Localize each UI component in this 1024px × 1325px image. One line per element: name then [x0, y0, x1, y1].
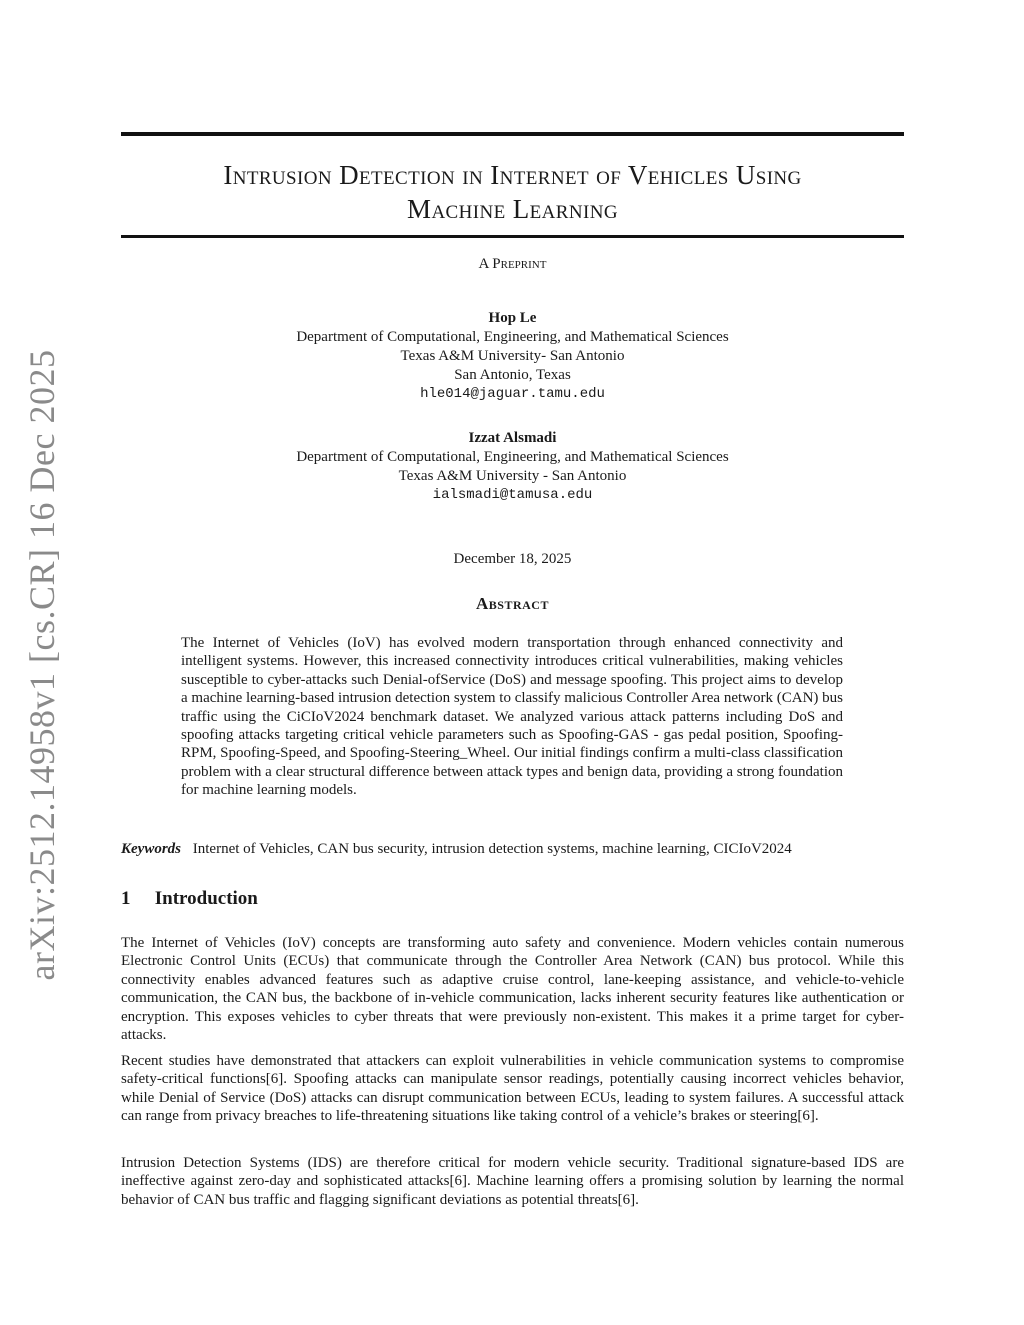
title-line-2: Machine Learning — [407, 194, 618, 224]
author-email[interactable]: ialsmadi@tamusa.edu — [432, 487, 593, 503]
title-line-1: Intrusion Detection in Internet of Vehicles Using — [223, 160, 802, 190]
author-university: Texas A&M University - San Antonio — [398, 468, 627, 484]
paper-title — [121, 158, 904, 226]
author-department: Department of Computational, Engineering, and Mathematical Sciences — [296, 449, 729, 465]
author-university: Texas A&M University- San Antonio — [400, 348, 625, 364]
intro-paragraph-3: Intrusion Detection Systems (IDS) are therefore critical for modern vehicle security. Traditional signature-based IDS are ineffective against zero-day and sophisticated attacks[6]. Machine learning offers a promising solution by learning the normal behavior of CAN bus traffic and flagging significant deviations as potential threats[6]. — [121, 1155, 904, 1208]
abstract-body: The Internet of Vehicles (IoV) has evolved modern transportation through enhanced connectivity and intelligent systems. However, this increased connectivity introduces critical vulnerabilities, making vehicles susceptible to cyber-attacks such Denial-ofService (DoS) and message spoofing. This project aims to develop a machine learning-based intrusion detection system to classify malicious Controller Area network (CAN) bus traffic using the CiCIoV2024 benchmark dataset. We analyzed various attack patterns including DoS and spoofing attacks targeting critical vehicle parameters such as Spoofing-GAS - gas pedal position, Spoofing-RPM, Spoofing-Speed, and Spoofing-Steering_Wheel. Our initial findings confirm a multi-class classification problem with a clear structural difference between attack types and benign data, providing a strong foundation for machine learning models. — [181, 635, 843, 799]
title-top-rule — [121, 132, 904, 136]
author-name: Izzat Alsmadi — [468, 430, 557, 446]
author-email[interactable]: hle014@jaguar.tamu.edu — [420, 386, 605, 402]
author-block — [121, 429, 904, 505]
author-name: Hop Le — [488, 310, 537, 326]
title-bottom-rule — [121, 235, 904, 238]
author-block — [121, 309, 904, 404]
keywords-text: Internet of Vehicles, CAN bus security, intrusion detection systems, machine learning, CICIoV2024 — [192, 841, 792, 857]
section-number: 1 — [121, 888, 131, 909]
author-location: San Antonio, Texas — [454, 367, 571, 383]
publication-date: December 18, 2025 — [453, 551, 572, 567]
intro-paragraph-1: The Internet of Vehicles (IoV) concepts are transforming auto safety and convenience. Modern vehicles contain numerous Electronic Control Units (ECUs) that communicate through the Controller Area Network (CAN) bus protocol. While this connectivity enables advanced features such as adaptive cruise control, lane-keeping assistance, and vehicle-to-vehicle communication, the CAN bus, the backbone of in-vehicle communication, lacks inherent security features like authentication or encryption. This exposes vehicles to cyber threats that were previously non-existent. This makes it a prime target for cyber-attacks. — [121, 935, 904, 1044]
keywords-label: Keywords — [121, 841, 181, 857]
preprint-label: A Preprint — [478, 256, 547, 272]
keywords-line — [121, 841, 904, 858]
intro-paragraph-2: Recent studies have demonstrated that attackers can exploit vulnerabilities in vehicle communication systems to compromise safety-critical functions[6]. Spoofing attacks can manipulate sensor readings, potentially causing incorrect vehicles behavior, while Denial of Service (DoS) attacks can disrupt communication between ECUs, leading to system failures. A successful attack can range from privacy breaches to life-threatening situations like taking control of a vehicle’s brakes or steering[6]. — [121, 1053, 904, 1125]
arxiv-identifier[interactable]: arXiv:2512.14958v1 [cs.CR] 16 Dec 2025 — [22, 349, 62, 981]
section-heading-introduction — [121, 888, 258, 910]
abstract-heading: Abstract — [476, 594, 549, 613]
author-department: Department of Computational, Engineering, and Mathematical Sciences — [296, 329, 729, 345]
section-title: Introduction — [154, 888, 258, 909]
